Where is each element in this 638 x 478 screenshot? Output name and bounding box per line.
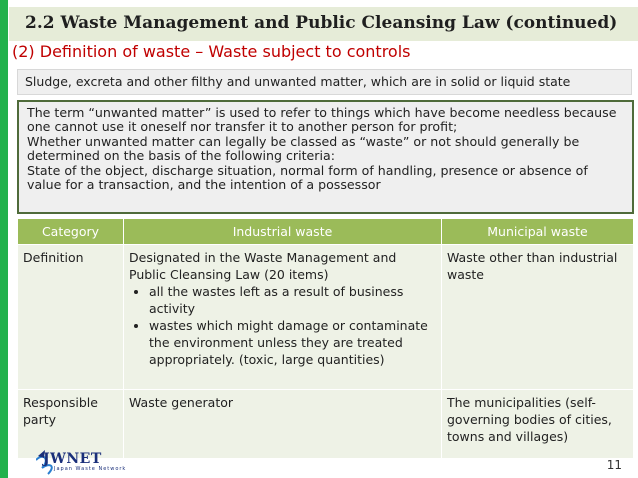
left-accent-bar — [0, 0, 8, 478]
cell-municipal: The municipalities (self-governing bodies of cities, towns and villages) — [442, 390, 634, 459]
header-category: Category — [18, 219, 124, 245]
industrial-definition-text: Designated in the Waste Management and Public Cleansing Law (20 items) — [129, 250, 397, 282]
definition-paragraph-1: The term “unwanted matter” is used to refer to things which have become needless because one cannot use it oneself nor transfer it to another person for profit; — [27, 105, 617, 134]
cell-industrial: Waste generator — [124, 390, 442, 459]
slide-title: 2.2 Waste Management and Public Cleansing Law (continued) — [25, 13, 618, 33]
logo-tagline: Japan Waste Network — [54, 466, 127, 472]
cell-municipal: Waste other than industrial waste — [442, 245, 634, 390]
title-bar — [9, 7, 638, 41]
table-header-row — [18, 219, 634, 245]
cell-category: Responsible party — [18, 390, 124, 459]
waste-table — [17, 218, 634, 459]
definition-box — [17, 100, 634, 214]
cell-industrial — [124, 245, 442, 390]
page-number: 11 — [606, 458, 622, 472]
definition-paragraph-3: State of the object, discharge situation, normal form of handling, presence or absence of value for a transaction, and the intention of a possessor — [27, 163, 588, 192]
definition-paragraph-2: Whether unwanted matter can legally be classed as “waste” or not should generally be determined on the basis of the following criteria: — [27, 134, 580, 163]
industrial-definition-list — [129, 283, 436, 368]
cell-category: Definition — [18, 245, 124, 390]
intro-box — [17, 69, 632, 95]
table-row — [18, 245, 634, 390]
slide-subtitle: (2) Definition of waste – Waste subject to controls — [12, 42, 411, 61]
header-municipal-waste: Municipal waste — [442, 219, 634, 245]
list-item: • wastes which might damage or contaminate the environment unless they are treated appropriately. (toxic, large quantities) — [149, 317, 436, 368]
intro-text: Sludge, excreta and other filthy and unwanted matter, which are in solid or liquid state — [25, 74, 571, 89]
list-item: • all the wastes left as a result of business activity — [149, 283, 436, 317]
header-industrial-waste: Industrial waste — [124, 219, 442, 245]
logo-name: JWNET — [43, 451, 102, 467]
